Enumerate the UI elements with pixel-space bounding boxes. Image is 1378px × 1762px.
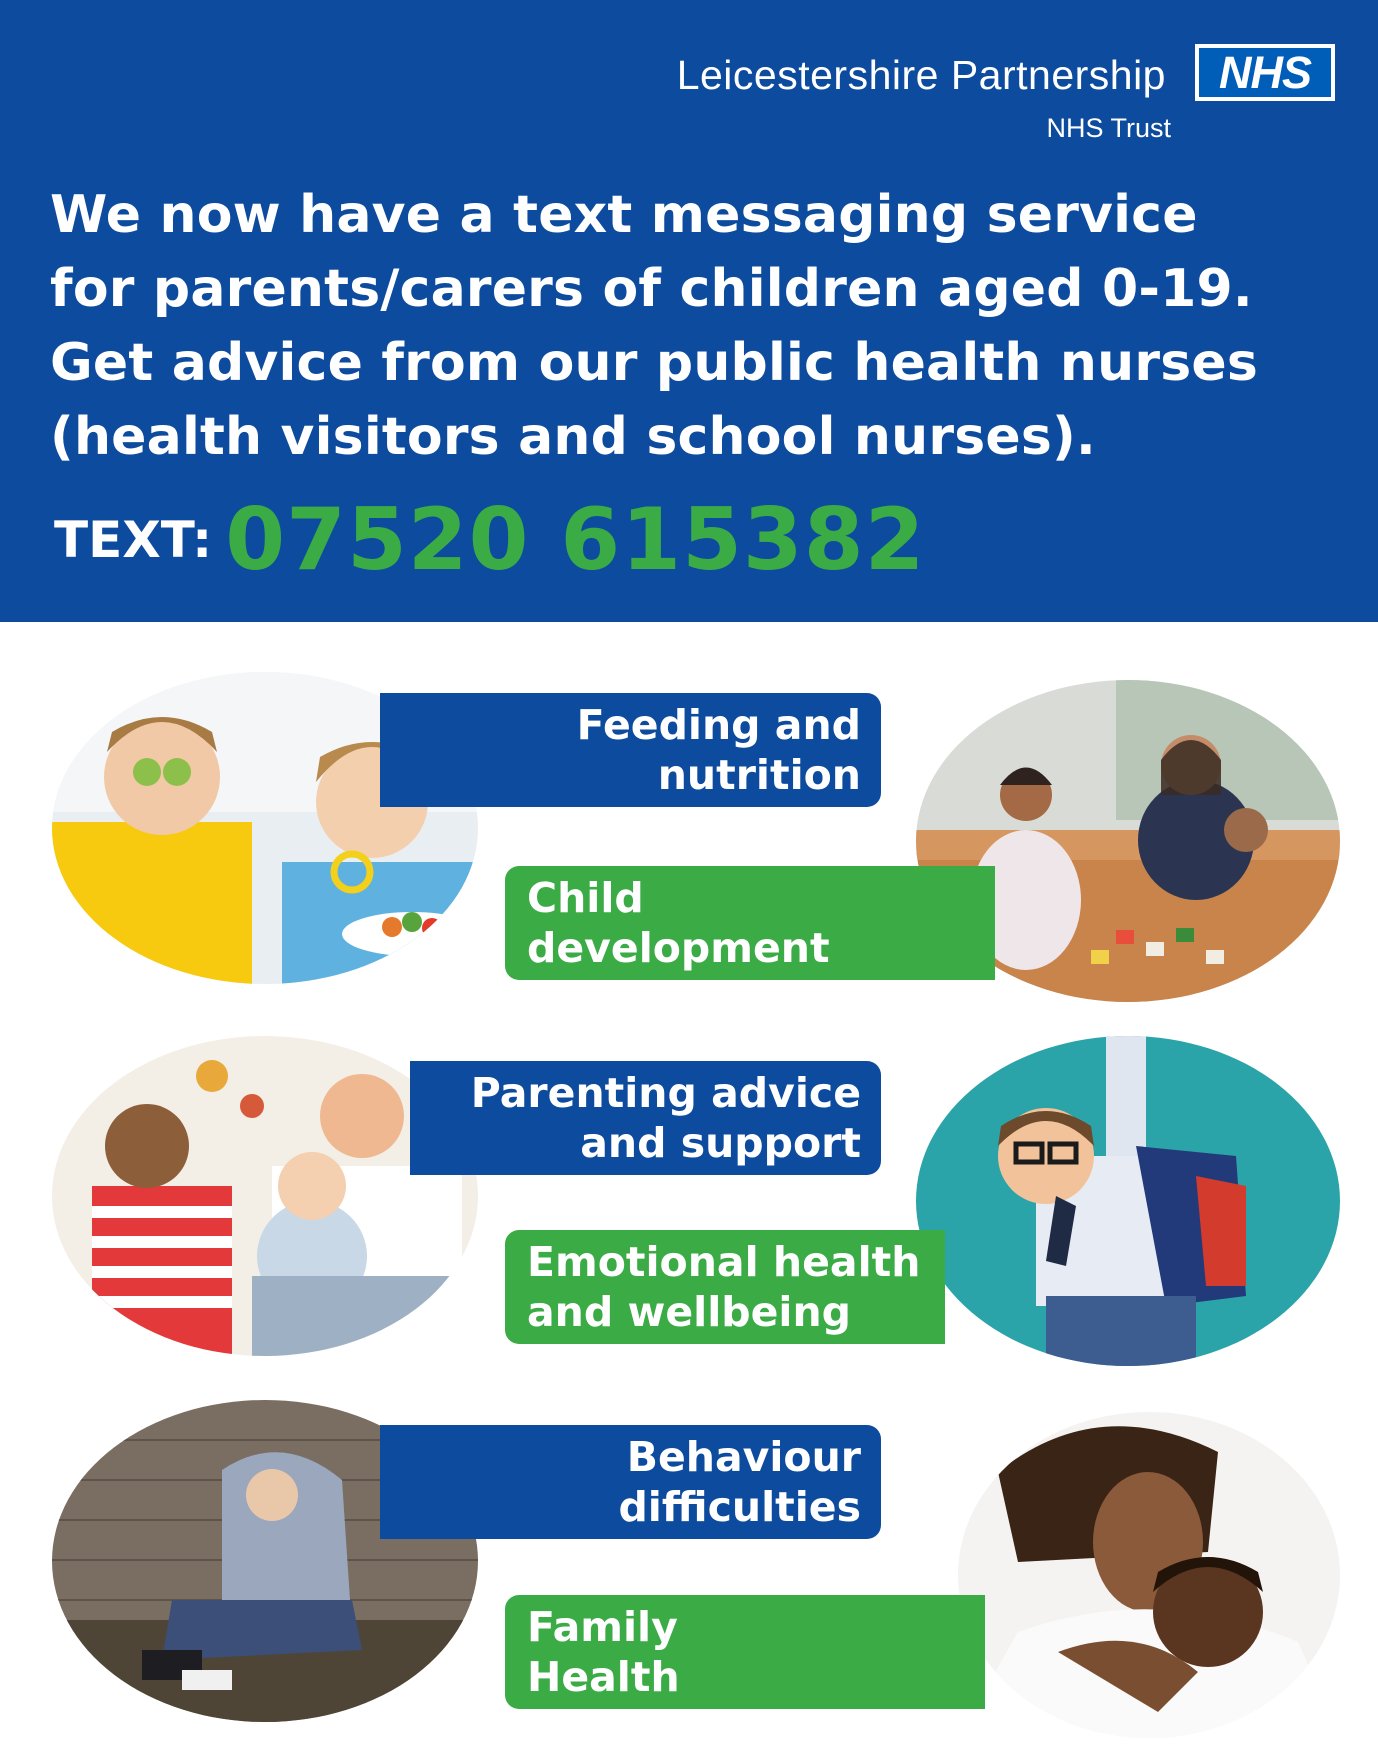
text-phone-number[interactable]: 07520 615382 [225, 490, 926, 590]
header-banner [0, 0, 1378, 622]
headline-line: We now have a text messaging service [50, 185, 1198, 245]
topic-child-development [505, 866, 995, 980]
nhs-logo [1195, 44, 1335, 101]
photo-boy-with-glasses-and-backpack [916, 1036, 1340, 1366]
topic-line: Behaviour [626, 1433, 861, 1481]
topic-behaviour-difficulties [380, 1425, 881, 1539]
topic-line: development [527, 924, 830, 972]
headline-line: (health visitors and school nurses). [50, 407, 1096, 467]
org-name: Leicestershire Partnership [676, 52, 1166, 98]
topic-line: nutrition [657, 751, 861, 799]
topic-line: Parenting advice [470, 1069, 861, 1117]
photo-mother-kissing-baby [958, 1412, 1340, 1738]
topic-parenting-advice [410, 1061, 881, 1175]
text-contact [54, 490, 925, 590]
topic-line: Family [527, 1603, 678, 1651]
topic-line: Child [527, 874, 644, 922]
headline [50, 178, 1350, 474]
text-label: TEXT: [54, 511, 213, 569]
topic-line: Emotional health [527, 1238, 921, 1286]
topic-line: difficulties [618, 1483, 861, 1531]
headline-line: Get advice from our public health nurses [50, 333, 1258, 393]
org-subtitle: NHS Trust [1046, 113, 1171, 143]
topic-feeding-nutrition [380, 693, 881, 807]
nhs-logo-text: NHS [1199, 48, 1331, 97]
headline-line: for parents/carers of children aged 0-19. [50, 259, 1253, 319]
topic-line: and support [580, 1119, 861, 1167]
topic-line: Health [527, 1653, 680, 1701]
topic-line: Feeding and [576, 701, 861, 749]
topic-family-health [505, 1595, 985, 1709]
topic-line: and wellbeing [527, 1288, 852, 1336]
topic-emotional-health [505, 1230, 945, 1344]
